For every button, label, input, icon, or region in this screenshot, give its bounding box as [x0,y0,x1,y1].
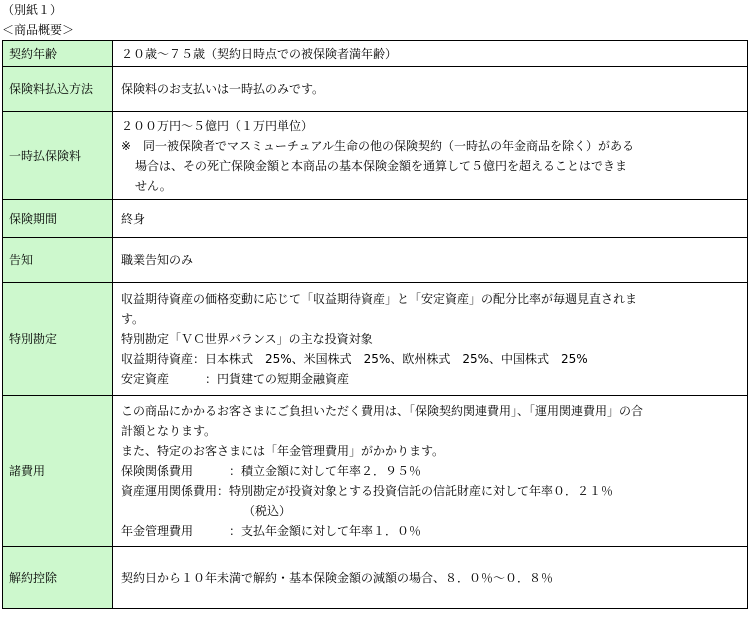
row-content [113,67,748,112]
row-label: 保険期間 [3,200,113,238]
row-content [113,200,748,238]
table-row [3,67,748,112]
table-row [3,283,748,396]
content-line: （税込） [243,504,292,518]
row-label: 諸費用 [3,396,113,547]
content-line: す。 [121,312,145,326]
row-content [113,41,748,67]
table-row [3,238,748,283]
content-line: 計額となります。 [121,424,217,438]
content-line: この商品にかかるお客さまにご負担いただく費用は、「保険契約関連費用」、「運用関連費用」の合 [121,404,644,418]
content-line: ２００万円～５億円（１万円単位） [121,118,314,133]
row-label: 一時払保険料 [3,112,113,200]
row-content [113,112,748,200]
content-line: 資産運用関係費用：特別勘定が投資対象とする投資信託の信託財産に対して年率０．２１％ [121,484,614,498]
table-row [3,41,748,67]
table-row [3,547,748,609]
attachment-label: （別紙１） [2,3,63,17]
row-label [3,67,113,112]
row-label-text: 保険料払込方法 [9,82,94,96]
content-line: 場合は、その死亡保険金額と本商品の基本保険金額を通算して５億円を超えることはできま [135,158,628,173]
row-content [113,547,748,609]
row-content [113,283,748,396]
row-label: 告知 [3,238,113,283]
row-label: 特別勘定 [3,283,113,396]
content-line: また、特定のお客さまには「年金管理費用」がかかります。 [121,444,445,458]
content-line: 収益期待資産：日本株式 25%、米国株式 25%、欧州株式 25%、中国株式 25% [121,352,588,366]
content-line: 契約日から１０年未満で解約・基本保険金額の減額の場合、８．０％～０．８％ [121,570,554,585]
content-line: ※ 同一被保険者でマスミューチュアル生命の他の保険契約（一時払の年金商品を除く）がある [121,138,634,153]
table-row [3,112,748,200]
content-line: 保険料のお支払いは一時払のみです。 [121,82,325,96]
content-line: せん。 [135,178,172,193]
content-line: 保険関係費用 ：積立金額に対して年率２．９５％ [121,464,422,478]
content-line: ２０歳～７５歳（契約日時点での被保険者満年齢） [121,46,398,61]
row-content [113,396,748,547]
content-line: 安定資産 ：円貨建ての短期金融資産 [121,372,350,386]
row-label: 契約年齢 [3,41,113,67]
row-content [113,238,748,283]
table-row [3,396,748,547]
content-line: 終身 [121,211,146,226]
table-row [3,200,748,238]
product-summary-table [2,40,748,609]
content-line: 特別勘定「ＶＣ世界バランス」の主な投資対象 [121,332,373,346]
content-line: 収益期待資産の価格変動に応じて「収益期待資産」と「安定資産」の配分比率が毎週見直されま [121,292,638,306]
section-title: ＜商品概要＞ [2,23,75,37]
row-label: 解約控除 [3,547,113,609]
content-line: 年金管理費用 ：支払年金額に対して年率１．０％ [121,524,422,538]
content-line: 職業告知のみ [121,253,194,267]
